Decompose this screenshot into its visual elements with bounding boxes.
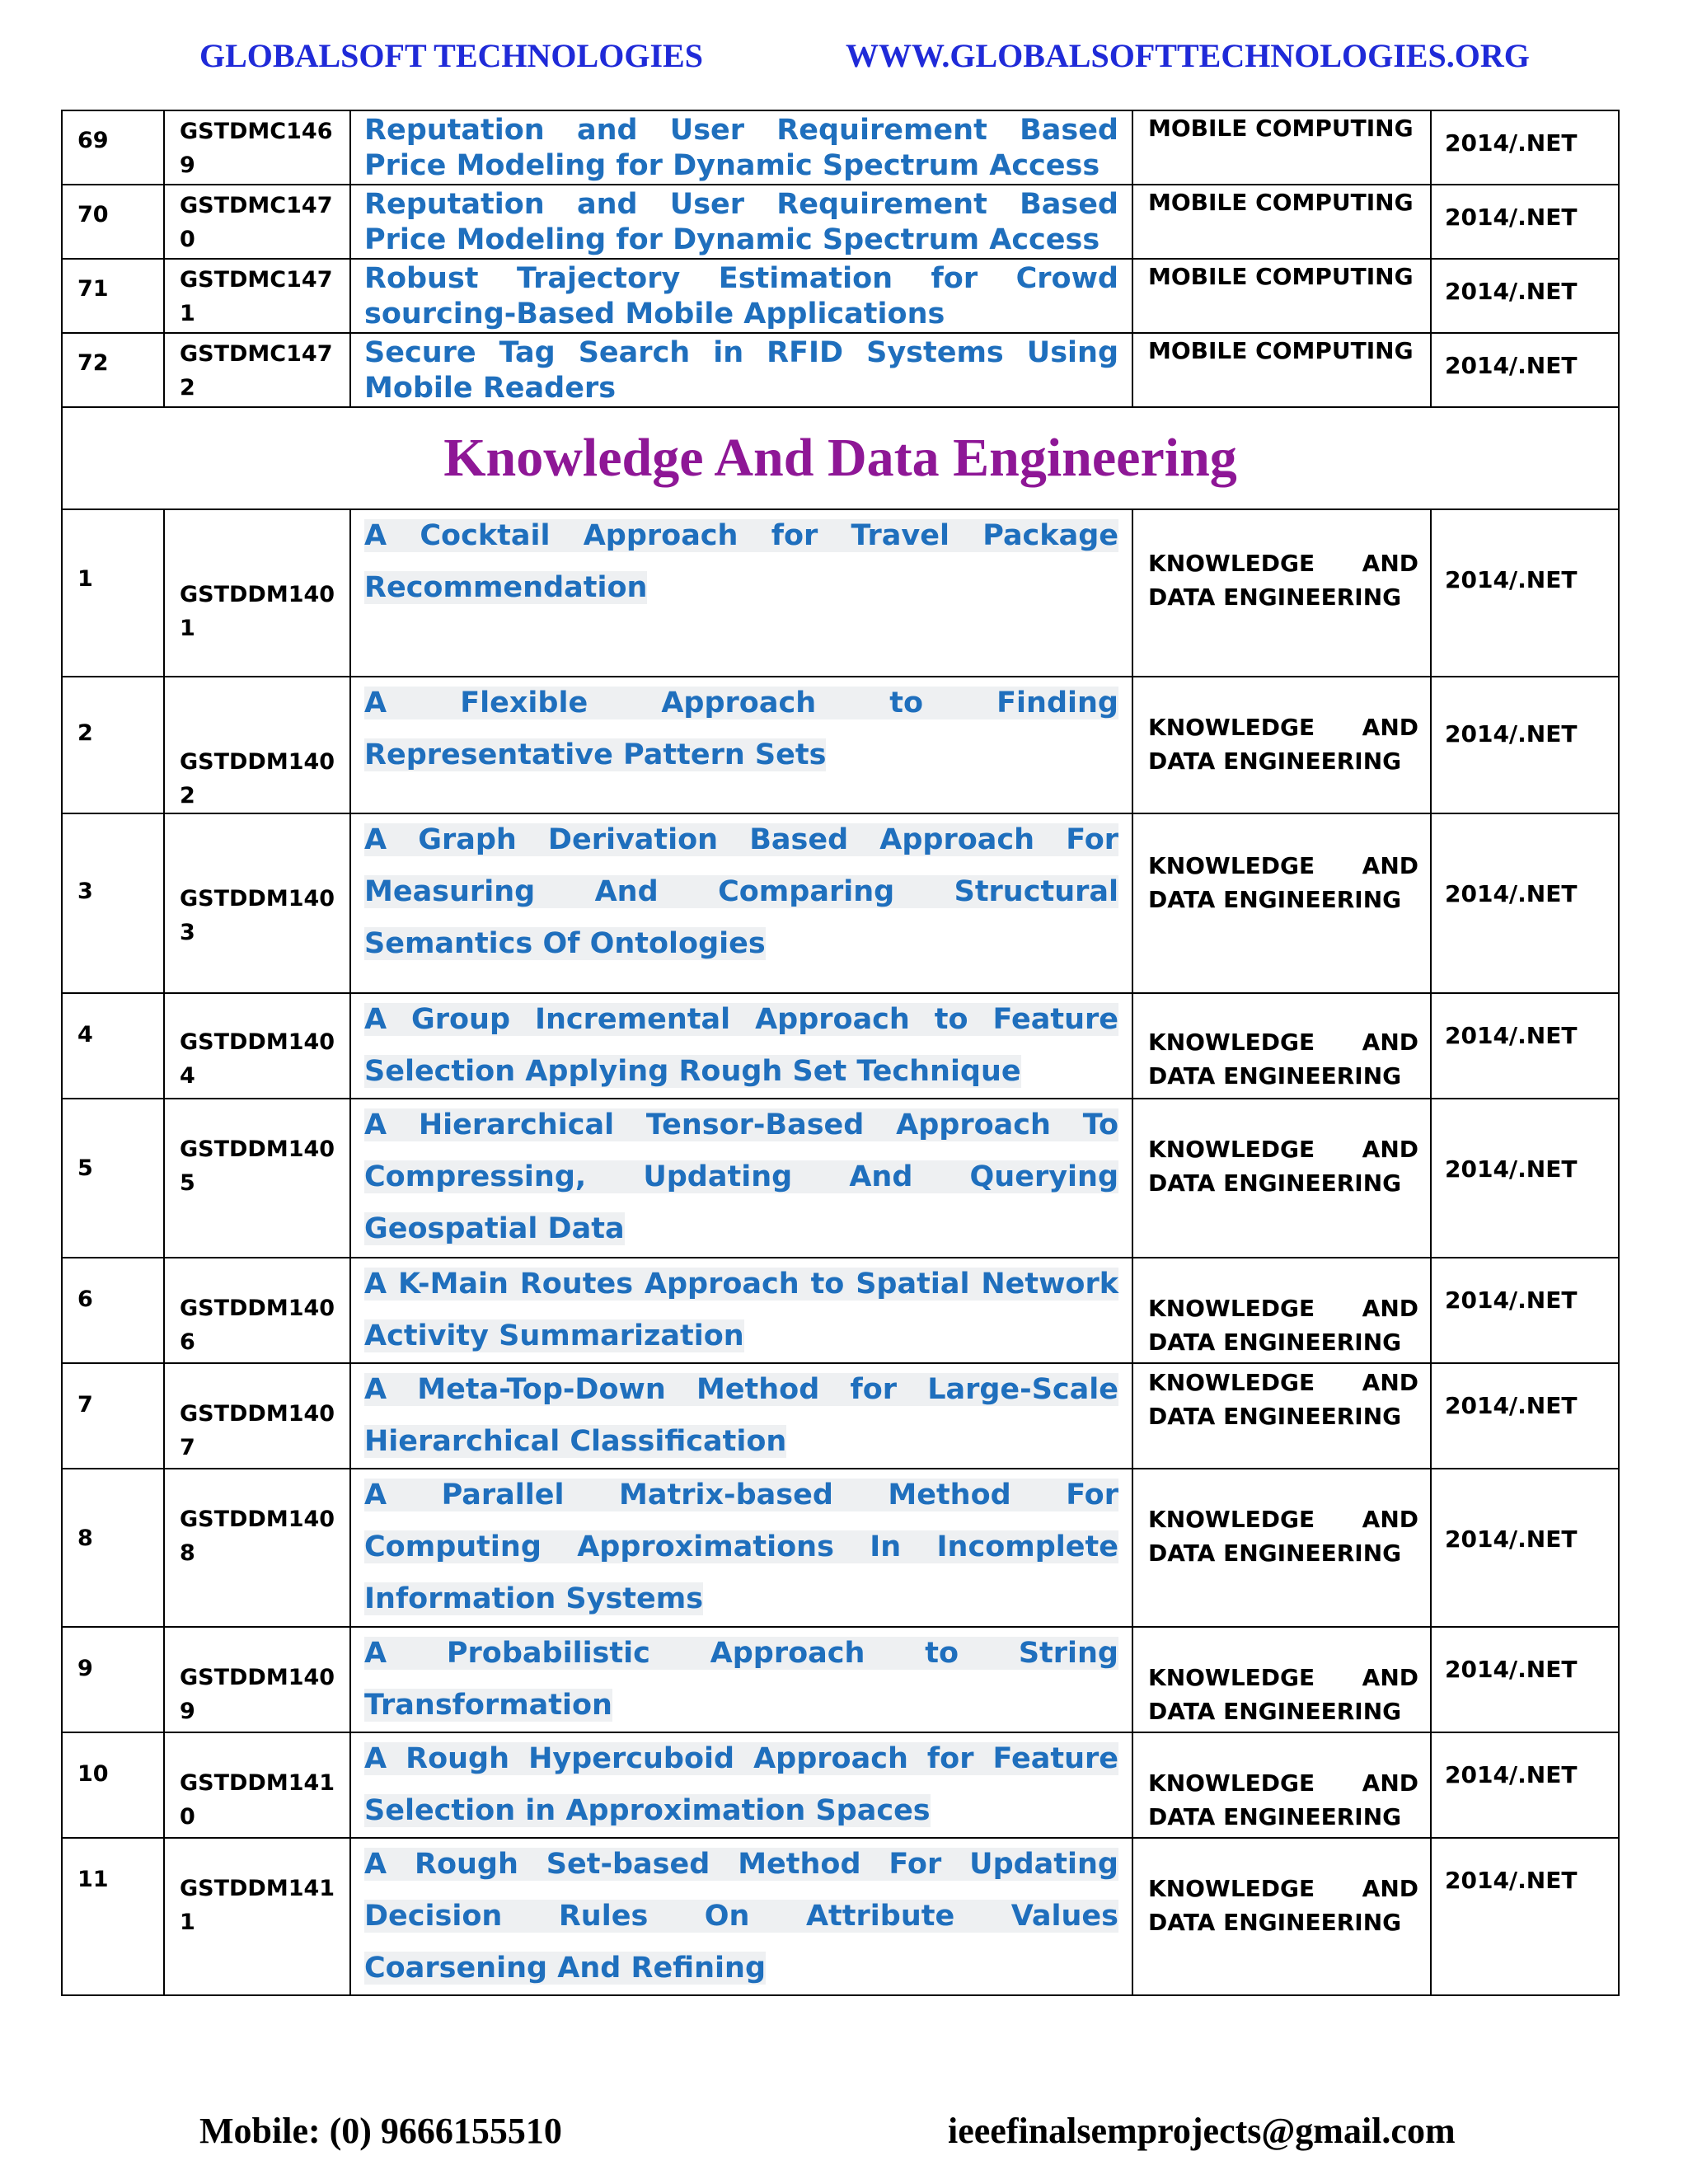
table-row xyxy=(62,993,1619,1099)
project-year: 2014/.NET xyxy=(1431,1099,1619,1258)
section-title: Knowledge And Data Engineering xyxy=(443,428,1237,488)
table-row xyxy=(62,1363,1619,1469)
project-year: 2014/.NET xyxy=(1431,813,1619,993)
project-year: 2014/.NET xyxy=(1431,259,1619,333)
row-number: 3 xyxy=(62,813,164,993)
project-year: 2014/.NET xyxy=(1431,677,1619,813)
project-title[interactable]: A Cocktail Approach for Travel Package Recommendation xyxy=(364,519,1118,604)
project-year: 2014/.NET xyxy=(1431,993,1619,1099)
table-row xyxy=(62,1732,1619,1838)
row-number: 70 xyxy=(62,185,164,259)
project-code: GSTDDM1405 xyxy=(164,1099,350,1258)
project-domain: KNOWLEDGE AND DATA ENGINEERING xyxy=(1148,550,1418,611)
table-row xyxy=(62,677,1619,813)
company-name: GLOBALSOFT TECHNOLOGIES xyxy=(199,37,703,74)
project-domain: KNOWLEDGE AND DATA ENGINEERING xyxy=(1148,852,1418,913)
project-title[interactable]: Reputation and User Requirement Based Price Modeling for Dynamic Spectrum Access xyxy=(364,188,1118,256)
project-domain: KNOWLEDGE AND DATA ENGINEERING xyxy=(1148,1664,1418,1725)
project-title[interactable]: A Probabilistic Approach to String Transformation xyxy=(364,1637,1118,1722)
row-number: 10 xyxy=(62,1732,164,1838)
table-row xyxy=(62,509,1619,677)
project-title[interactable]: A Parallel Matrix-based Method For Computing Approximations In Incomplete Information Systems xyxy=(364,1479,1118,1615)
mobile-number: Mobile: (0) 9666155510 xyxy=(199,2111,562,2151)
project-year: 2014/.NET xyxy=(1431,333,1619,407)
project-title[interactable]: A Graph Derivation Based Approach For Measuring And Comparing Structural Semantics Of Ontologies xyxy=(364,823,1118,960)
email-address[interactable]: ieeefinalsemprojects@gmail.com xyxy=(948,2111,1456,2151)
project-year: 2014/.NET xyxy=(1431,185,1619,259)
row-number: 11 xyxy=(62,1838,164,1995)
project-code: GSTDMC1470 xyxy=(164,185,350,259)
project-code: GSTDDM1408 xyxy=(164,1469,350,1627)
project-code: GSTDMC1471 xyxy=(164,259,350,333)
project-title[interactable]: Reputation and User Requirement Based Price Modeling for Dynamic Spectrum Access xyxy=(364,114,1118,182)
project-code: GSTDDM1409 xyxy=(164,1627,350,1732)
project-domain: MOBILE COMPUTING xyxy=(1132,185,1431,259)
project-code: GSTDDM1411 xyxy=(164,1838,350,1995)
project-year: 2014/.NET xyxy=(1431,1469,1619,1627)
project-year: 2014/.NET xyxy=(1431,509,1619,677)
row-number: 71 xyxy=(62,259,164,333)
table-row xyxy=(62,333,1619,407)
project-title[interactable]: A K-Main Routes Approach to Spatial Network Activity Summarization xyxy=(364,1268,1118,1352)
row-number: 1 xyxy=(62,509,164,677)
table-row xyxy=(62,185,1619,259)
project-year: 2014/.NET xyxy=(1431,1258,1619,1363)
row-number: 72 xyxy=(62,333,164,407)
project-title[interactable]: Robust Trajectory Estimation for Crowd sourcing-Based Mobile Applications xyxy=(364,262,1118,330)
row-number: 6 xyxy=(62,1258,164,1363)
project-code: GSTDMC1472 xyxy=(164,333,350,407)
project-title[interactable]: A Rough Hypercuboid Approach for Feature Selection in Approximation Spaces xyxy=(364,1742,1118,1827)
table-row xyxy=(62,813,1619,993)
project-code: GSTDDM1403 xyxy=(164,813,350,993)
project-domain: KNOWLEDGE AND DATA ENGINEERING xyxy=(1148,1506,1418,1567)
project-title[interactable]: A Rough Set-based Method For Updating Decision Rules On Attribute Values Coarsening And Refining xyxy=(364,1848,1118,1985)
row-number: 69 xyxy=(62,110,164,185)
project-code: GSTDMC1469 xyxy=(164,110,350,185)
project-code: GSTDDM1404 xyxy=(164,993,350,1099)
project-domain: KNOWLEDGE AND DATA ENGINEERING xyxy=(1148,1875,1418,1936)
project-year: 2014/.NET xyxy=(1431,1363,1619,1469)
project-title[interactable]: A Meta-Top-Down Method for Large-Scale Hierarchical Classification xyxy=(364,1373,1118,1458)
project-year: 2014/.NET xyxy=(1431,110,1619,185)
table-row xyxy=(62,1627,1619,1732)
page-header xyxy=(0,36,1688,86)
row-number: 2 xyxy=(62,677,164,813)
row-number: 8 xyxy=(62,1469,164,1627)
project-title[interactable]: A Hierarchical Tensor-Based Approach To Compressing, Updating And Querying Geospatial Data xyxy=(364,1108,1118,1245)
project-domain: MOBILE COMPUTING xyxy=(1132,110,1431,185)
table-row xyxy=(62,1258,1619,1363)
project-title[interactable]: A Flexible Approach to Finding Representative Pattern Sets xyxy=(364,687,1118,771)
project-domain: KNOWLEDGE AND DATA ENGINEERING xyxy=(1148,1136,1418,1197)
row-number: 9 xyxy=(62,1627,164,1732)
table-row xyxy=(62,110,1619,185)
project-domain: MOBILE COMPUTING xyxy=(1132,333,1431,407)
project-title[interactable]: Secure Tag Search in RFID Systems Using Mobile Readers xyxy=(364,336,1118,405)
section-header-row xyxy=(62,407,1619,509)
table-row xyxy=(62,259,1619,333)
project-code: GSTDDM1410 xyxy=(164,1732,350,1838)
row-number: 5 xyxy=(62,1099,164,1258)
project-domain: KNOWLEDGE AND DATA ENGINEERING xyxy=(1148,714,1418,775)
project-domain: KNOWLEDGE AND DATA ENGINEERING xyxy=(1148,1029,1418,1090)
table-row xyxy=(62,1099,1619,1258)
project-code: GSTDDM1406 xyxy=(164,1258,350,1363)
project-domain: MOBILE COMPUTING xyxy=(1132,259,1431,333)
project-domain: KNOWLEDGE AND DATA ENGINEERING xyxy=(1148,1769,1418,1830)
project-code: GSTDDM1401 xyxy=(164,509,350,677)
row-number: 4 xyxy=(62,993,164,1099)
project-code: GSTDDM1402 xyxy=(164,677,350,813)
table-row xyxy=(62,1838,1619,1995)
project-domain: KNOWLEDGE AND DATA ENGINEERING xyxy=(1148,1369,1418,1430)
project-title[interactable]: A Group Incremental Approach to Feature Selection Applying Rough Set Technique xyxy=(364,1003,1118,1088)
projects-table xyxy=(61,110,1620,1996)
row-number: 7 xyxy=(62,1363,164,1469)
project-year: 2014/.NET xyxy=(1431,1838,1619,1995)
project-code: GSTDDM1407 xyxy=(164,1363,350,1469)
project-year: 2014/.NET xyxy=(1431,1627,1619,1732)
project-domain: KNOWLEDGE AND DATA ENGINEERING xyxy=(1148,1295,1418,1356)
table-row xyxy=(62,1469,1619,1627)
page-footer xyxy=(0,2110,1688,2159)
project-year: 2014/.NET xyxy=(1431,1732,1619,1838)
website-link[interactable]: WWW.GLOBALSOFTTECHNOLOGIES.ORG xyxy=(846,37,1530,74)
